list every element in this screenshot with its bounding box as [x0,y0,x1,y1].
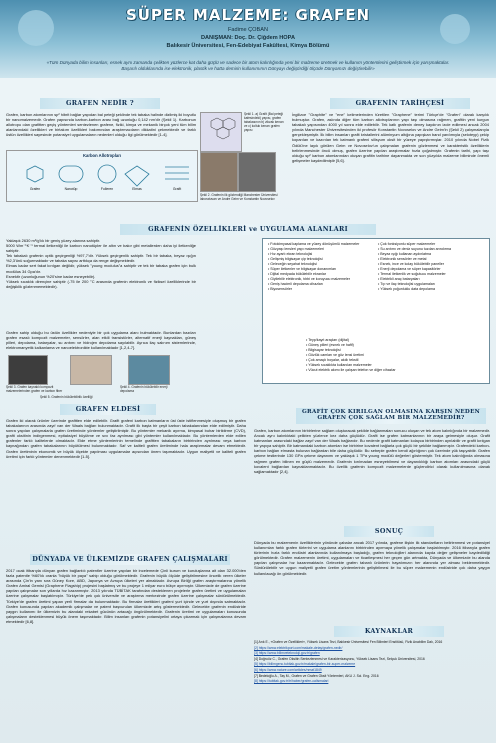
ozellikler-paragraph: Grafen sahip olduğu bu üstün özellikler nedeniyle bir çok uygulama alanı bulmaktadır. Bunlardan bazıları grafen esaslı kompozit malzemeler, sensörler, alan etkili transistörler, alternatif enerji kaynakları, güneş pilleri, depolama, bataryalar, su arıtımı ve hidrojen depolama sayılabilir. Ayrıca ilaç salınım sistemlerinde, elektromanyetik kalkanlama ve nanoelektronikte kullanılmaktadır [1,2,4-7]. [6,330,196,351]
property-item: 5000 Wm⁻¹K⁻¹ termal iletkenliği ile karbon nanotüpler ile altın ve bakır gibi metallerden daha iyi iletkenliğe sahiptir. [6,243,196,254]
application-item: • Gözlük camları ve göz lensi üretimi [306,353,476,358]
application-item: • Elektrikli araç bataryaları [378,277,482,282]
application-item: • Çok amaçlı boyalar, akıllı tekstil [306,358,476,363]
figure4-caption: Şekil 4. Grafenin bükülebilir enerji depolama [120,385,168,393]
application-item: • Enerji depolama ve süper kapasitörler [378,267,482,272]
reference-item: [1] Arık E., «Grafen ve Özellikleri», Yüksek Lisans Tezi, Balıkesir Üniversitesi Fen Bilimleri Enstitüsü, Fizik Anabilim Dalı, 2016 [254,640,443,644]
hex-lattice-icon [201,113,241,151]
applications-left-list [268,242,372,292]
section-title-grafit: GRAFİT ÇOK KIRILGAN OLMASINA KARŞIN NEDEN GRAFEN ÇOK SAĞLAM BİR MALZEMEDİR? [301,409,481,421]
application-item: • Hız ayarlı ekran teknolojisi [268,252,372,257]
application-item: • Fotokimyasal kaplama ve yüzey dönüşümlü malzemeler [268,242,372,247]
section-title-sonuc: SONUÇ [374,527,404,535]
applications-bottom-list [306,338,476,373]
tarihce-text: İngilizce "Graphite" ve "ene" kelimelerinden türetilen "Graphene" terimi Türkçe'de "Grafen" olarak karşılık bulmuştur. Grafen, aslında diğer tüm karbon allotroplarının yapı taşı olmasına rağmen, grafitin yeni kurgun tabakalı yapısından 4000 yıl sonra elde edilebilir. Tek katlı grafenin deney kaydının izole edilmesi ancak 2004 yılında Manchester Üniversitesinden iki profesör Konstantin Novoselov ve Andre Geim'in (Şekil 2) çalışmalarıyla gerçekleşmiştir. İlk bilim insanları grafit kristallerini alüminyum altığına yapışkan band yardımıyla (seloteyp) çekip koparılan ve kazırılan tek katmanlı grafeni silisyum oksit bir yüzeye yapıştırmışlar. 2010 yılında Nobel Fizik Ödülü'ne layık görülen Geim ve Novoselov'un çalışmaları grafenin gözlenmesi ve karakteristik özelliklerin belirlenmesinde öncü olmuş, grafen üzerine yapılan araştırmalar hızla çoğalmıştır. Grafenin tarihi, yapı taşı olduğu sp² karbon atomlarından oluşan grafitin tarihine dayanmakta ve son yüzyılda malzeme biliminde önemli gelişmeler kaydedilmiştir [5,6]. [292,112,489,163]
application-item: • Geniş hacimli depolama cihazları [268,282,372,287]
application-item: • Termal iletkenlik ve soğutucu malzemeler [378,272,482,277]
application-item: • Teyp/kayıt araçları (dijital) [306,338,476,343]
figure5-caption: Şekil 5. Grafenin bükülebilirlik özelliği [40,395,93,399]
figure2-caption: Şekil 2. Grafenin ilk gözlendiği Manchester Üniversitesi laboratuvarı ve Andre Geim ve Konstantin Novoselov [200,193,278,201]
application-item: • Bilgisayar teknolojisi [306,348,476,353]
application-item: • Beyaz ışığı kullanan aydınlatma [378,252,482,257]
application-item: • Biyosensörler [268,287,372,292]
section-title-tarihce: GRAFENİN TARİHÇESİ [355,99,445,107]
section-title-kaynaklar: KAYNAKLAR [364,627,414,635]
application-item: • Çok fonksiyonlu süper malzemeler [378,242,482,247]
application-item: • Yüksek yoğunluklu data depolama [378,287,482,292]
advisor-name: DANIŞMAN: Doç. Dr. Çiğdem HOPA [200,35,296,41]
composite-photo [8,355,48,385]
student-name: Fadime ÇOBAN [227,27,269,33]
application-item: • Süper iletkenler ve bilgisayar donanımları [268,267,372,272]
sonuc-text: Dünyada bu malzemenin özelliklerinin yönünde çabalar ancak 2017 yılında, grafene ilişkin ilk standartların belirlenmesi ve potansiyel kullanımları farklı grafen türlerini ve uygulama alanlarını birbirinden ayırmaya yönelik çalışmalar başlatılmıştır. 2016 itibarıyla grafen türlerinin hızla farklı endüstri alanlarında kullanılmaya başladığı, grafen teknolojileri alanında kayda değer gelişmeler kaydedildiği görülmektedir. Grafen malzemenin üretimi, uygulamaları ve ticarileşmesi her geçen gün artmakta, Dünyada ve ülkemizde bu alanda yapılan çalışmalar hız kazanmaktadır. Gelecekte grafen tabanlı ürünlerin hayatımızın her alanında yer alması beklenmektedir. Sürdürülebilir ve uygun maliyetli grafen üretim yöntemlerinin geliştirilmesi ile bu süper malzemenin endüstride çok daha yaygın kullanılacağı ön görülmektedir. [254,540,490,576]
reference-item[interactable]: [3] https://www.bilimveteknoloji.gov.tr/grafen [254,651,320,656]
grafit-text: Grafen, karbon atomlarının birbirlerine sağlam oluşturacak şekilde bağlanmaları sonucu oluşan ve tek atom kalınlığında bir malzemedir. Ancak aynı kalınlıktaki çelikten yüzlerce kez daha güçlüdür. Grafit ise grafen katmanlarının bir araya gelmesiyle oluşur. Grafit katmanları arasındaki bağlar zayıf van der Waals bağlarıdır. Bu nedenle grafit katmanları kolayca birbirinden ayrılabilir ve grafit kırılgan bir yapıya sahiptir. Bir katmandaki karbon atomları ise birbirine kovalent bağlarla çok güçlü bir şekilde bağlanmıştır. Grafendeki karbon-karbon bağları elmasta bulunan bağlardan bile daha güçlüdür. Bu sebeple grafen kendi ağırlığının çok üzerinde yük taşıyabilir. Grafen çekme testlerinde 130 GPa çekme dayanımı ve yaklaşık 1 TPa young modülü değerleri göstermiştir. Tek atom kalınlığında olmasına rağmen grafen bilinen en güçlü malzemedir. Grafenin kırılmadan esneyebilmesi ve dayanıklılığı karbon atomları arasındaki güçlü kovalent bağlardan kaynaklanmaktadır. Bu özellik grafenin kompozit malzemelerde güçlendirici olarak kullanılmasına olanak sağlamaktadır [2,4]. [254,428,490,474]
reference-item: [4] Doğruöz C., Grafen Oksitin Sentezlenmesi ve Karakterizasyonu, Yüksek Lisans Tezi, Selçuk Üniversitesi, 2016 [254,656,425,661]
allotropes-title: Karbon Allotropları [83,153,121,158]
property-item: Yaklaşık 2630 m²/g'lık bir geniş yüzey alanına sahiptir. [6,238,101,243]
figure3-caption: Şekil 3. Grafen kaynaklı kompozit malzemelerinden grafen ve karbon fiber [6,385,63,393]
intro-quote: «Tüm Dünyada bilim insanları, esnek aynı zamanda çelikten yüzlerce kat daha güçlü ve sadece bir atom kalınlığında yeni bir malzeme üretmek ve kullanım yöntemlerini geliştirmek için yarışmaktalar. Başarılı olduklarında ise elektronik, plastik ve hatta demirin kullanımının Dünyayı değiştirdiği ölçüde Dünyamızı değiştirebilir» [46,60,450,71]
section-title-dunya: DÜNYADA VE ÜLKEMİZDE GRAFEN ÇALIŞMALARI [32,555,228,563]
property-item: Esnektir (uzunluğunun %20'sine kadar esneyebilir). [6,273,96,279]
reference-item[interactable]: [6] https://www.nature.com/articles/nmat1849 [254,667,322,672]
grafen-eldesi-text: Grafen iki olarak ürünler üzerinde grafitten elde edilebilir. Grafit grafeni karbon katmanların üst üste istiflenmesiyle oluşmuş bir grafen tabakalarının arasında zayıf van der Waals bağları bulunmaktadır. Grafit ilk başta bir çeşit karbon tabakalarından elde edilmiştir. Daha sonra yapılan çalışmalarla grafen üretiminde yöntemler geliştirilmiştir. Bu yöntemler mekanik ayırma, kimyasal buhar biriktirme (CVD), grafit oksitinin indirgenmesi, epitaksiyel büyütme ve sıvı faz ayrılması gibi yöntemler kullanılmaktadır. Bu yöntemlerden elde edilen grafenler farklı kalitelerde olmaktadır. Elde etme yöntemlerinin temelinde grafitten tabakaların birbirinden ayrılması veya karbon kaynağından grafen tabakalarının büyütülmesi bulunmaktadır. Saf ve kaliteli grafen üretiminde hala araştırmalar devam etmektedir. Grafen üretiminin ekonomik ve büyük ölçekte yapılması uygulamalar açısından önem taşımaktadır. Uygun maliyetli ve kaliteli grafen üretimi için farklı yöntemler denenmektedir [1-5]. [6,418,246,459]
poster-title: SÜPER MALZEME: GRAFEN [125,6,371,24]
allotrope-label-grafit: Grafit [172,187,182,191]
application-item: • Gözyaşı lensleri yapı malzemeleri [268,247,372,252]
section-title-grafen-eldesi: GRAFEN ELDESİ [75,405,141,413]
allotrope-label-nanotup: Nanotüp [64,187,78,191]
application-item: • Güneş pilleri (esnek ve hafif) [306,343,476,348]
allotrope-label-elmas: Elmas [132,187,142,191]
section-title-grafen-nedir: GRAFEN NEDİR ? [66,99,134,107]
reference-item: [7] Bedeloğlu A., Taş M., Grafen ve Grafen Oksit Yöntemleri, AKU J. Sci. Eng. 2016 [254,673,379,678]
diamond-icon [125,166,149,186]
nanotube-icon [59,166,83,182]
application-item: • Gelişmiş bilgisayar çip teknolojisi [268,257,372,262]
allotrope-shapes [7,160,197,200]
property-item: Tek tabakalı grafenin optik geçirgenliği %97,7'dir. Yüksek geçirgenlik sahiptir. Tek bir tabaka, beyaz ışığın %2,3'ünü soğurmaktadır ve tabaka sayısı arttıkça da renge değişmektedir. [6,253,196,264]
grafen-nedir-text: Grafen, karbon atomlarının sp² hibrit bağlar yapıdan bal peteği şeklinde tek tabaka halinde dizilmiş iki boyutlu bir nanomalzemedir. Grafen yapısında karbon-karbon arası bağ uzunluğu 0,142 nm'dir (Şekil 1). Karbonun allotropu olan grafitten geçiş yöntemleri sentezlenen grafene, fiziki, kimya ve mekanik birçok yeni tüm bilim alanlarındaki özellikleri ve birtakım özellikleri bakımından araştırmacıların dikkatini çekmektedir ve farklı üstün özellikleri sayesinde potansiyel uygulamaların nedenleri olduğu ilgi görülmektedir [1-4]. [6,112,196,138]
graphene-hex-icon [27,166,43,182]
fullerene-icon [98,165,116,183]
allotrope-label-grafen: Grafen [29,187,41,191]
property-item: Elmas kadar sert fakat kırılgan değildir, yüksek "young modulus"a sahiptir ve tek bir tabaka grafen için bulk modülus 34 Gpa'dır. [6,263,196,274]
application-item: • Tıp ve ilaç teknolojisi uygulamaları [378,282,482,287]
reference-item[interactable]: [2] https://www.elektrikport.com/makale-detay/grafen-nedir/ [254,645,343,650]
property-item: Yüksek sıcaklık dirençine sahiptir (-75 ile 200 °C arasında grafenin elektronik ve fiziksel özelliklerinde bir değişiklik gözlenmemektedir). [6,278,196,289]
application-item: • Elektronik sensörler ve metal [378,257,482,262]
reference-item[interactable]: [8] https://tubitak.gov.tr/tr/haber/grafen-calismalari [254,679,329,684]
poster-header [0,0,496,78]
dunya-text: 2017 ocak itibarıyla dünyan grafen bağlantılı patentler üzerine yapılan bir incelemede Çinli kurum ve kuruluşlarına ait olan 32.000'den fazla patentle %60'lık oranla "büyük bir paya" sahip olduğu görülmektedir. Grafenin büyük ölçüde geliştirilmesine öncelik veren ülkeler arasında Çin'in yanı sıra Güney Kore, ABD, Japonya ve Avrupa ülkeleri yer almaktadır. Avrupa Birliği grafen araştırmalarına yönelik Grafen Amiral Gemisi (Graphene Flagship) projesini başlatmış ve bu projeye 1 milyar euro bütçe ayırmıştır. Ülkemizde de grafen üzerine yapılan çalışmalar son yıllarda hız kazanmıştır. 2013 yılında TÜBİTAK tarafından desteklenen projelerle grafen üretimi ve uygulamaları üzerine çalışmalar başlatılmıştır. Türkiye'de pek çok üniversite ve araştırma merkezinde grafen üzerine çalışmalar sürdürülmektedir. Türkiye'de grafen üretimi yapan yerli firmalar da bulunmaktadır. Bu firmalar ürettikleri grafeni yurt içinde ve yurt dışında satmaktadır. Grafen konusunda yapılan akademik çalışmalar ve patent başvuruları ülkemizde artış göstermektedir. Gelecekte grafenin endüstride yaygın kullanımı ile ülkemizin bu alandaki rekabet gücünün artacağı öngörülmektedir. Grafenin üretimi ve uygulamaları konusunda çalışmaların desteklenmesi büyük önem taşımaktadır. Bilim insanları grafenin potansiyelini ortaya çıkarmak için çalışmalarına devam etmektedir [6,8]. [6,568,246,624]
flexible-battery-photo [70,355,112,385]
institution-name: Balıkesir Üniversitesi, Fen-Edebiyat Fakültesi, Kimya Bölümü [166,43,330,49]
ozellikler-bullets [6,238,196,289]
references-list [254,640,490,685]
author-block [0,26,496,50]
application-item: • Geleceğin seyahat teknolojisi [268,262,372,267]
carbon-allotropes-figure [6,150,198,202]
application-item: • Esnek, ince ve kolay bükülebilir paneller [378,262,482,267]
application-item: • Su arıtımı ve deniz suyunu tuzdan arındırma [378,247,482,252]
allotrope-label-fulleren: Fulleren [100,187,114,191]
geim-photo [200,152,238,192]
section-title-ozellikler: GRAFENİN ÖZELLİKLERİ ve UYGULAMA ALANLARI [148,225,348,233]
figure1-caption: Şekil 1. a) Grafit (Bal peteği kafesindeki) yapısı, grafen tabakasının b) zikzak kenarı ve c) koltuk kenarı grafen yapısı [244,112,284,132]
application-item: • Dijital medyada bükülebilir ekranlar [268,272,372,277]
flexible-display-photo [128,355,170,385]
reference-item[interactable]: [5] https://bilimgenc.tubitak.gov.tr/makale/grafen-bir-super-malzeme [254,662,356,667]
application-item: • Vücut elektrik akımı ile çalışan telefon ve diğer cihazlar [306,368,476,373]
novoselov-photo [238,152,276,192]
graphite-structure-image [200,112,242,152]
applications-right-list [378,242,482,292]
application-item: • Yüksek sıcaklıkta kullanılan malzemeler [306,363,476,368]
application-item: • Giyilebilir elektronik, tıbbi ve koruyucu malzemeler [268,277,372,282]
